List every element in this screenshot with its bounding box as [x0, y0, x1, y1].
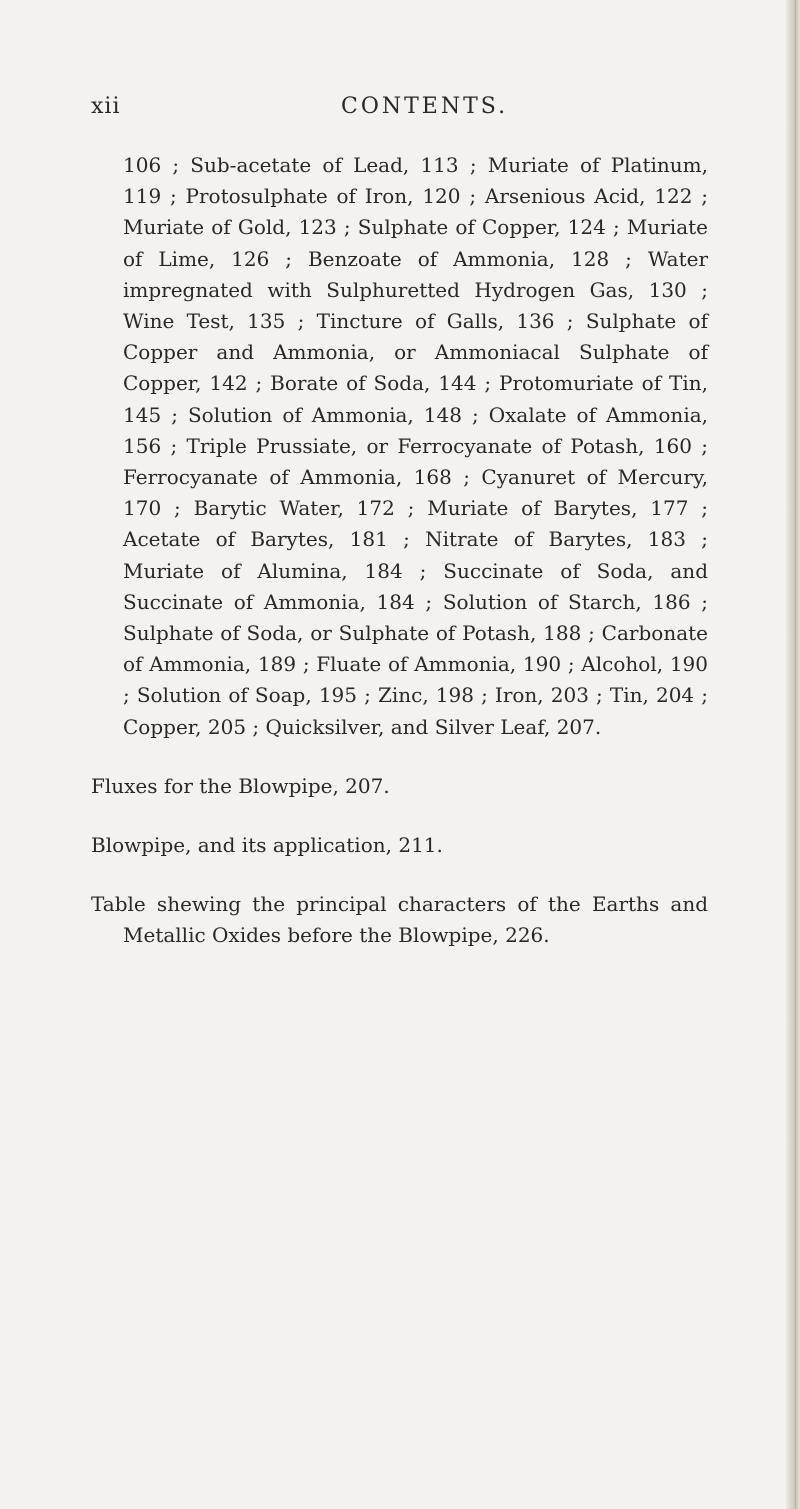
contents-entry-fluxes: Fluxes for the Blowpipe, 207.	[91, 773, 390, 798]
page-number: xii	[91, 94, 121, 119]
contents-entry-continued: 106 ; Sub-acetate of Lead, 113 ; Muriate of Platinum, 119 ; Protosulphate of Iron, 120 ; Arsenious Acid, 122 ; Muriate of Gold, 123 ; Sulphate of Copper, 124 ; Muriate of Lime, 126 ; Benzoate of Ammonia, 128 ; Water impregnated with Sulphuretted Hydrogen Gas, 130 ; Wine Test, 135 ; Tincture of Galls, 136 ; Sulphate of Copper and Ammonia, or Ammoniacal Sulphate of Copper, 142 ; Borate of Soda, 144 ; Protomuriate of Tin, 145 ; Solution of Ammonia, 148 ; Oxalate of Ammonia, 156 ; Triple Prussiate, or Ferrocyanate of Potash, 160 ; Ferrocyanate of Ammonia, 168 ; Cyanuret of Mercury, 170 ; Barytic Water, 172 ; Muriate of Barytes, 177 ; Acetate of Barytes, 181 ; Nitrate of Barytes, 183 ; Muriate of Alumina, 184 ; Succinate of Soda, and Succinate of Ammonia, 184 ; Solution of Starch, 186 ; Sulphate of Soda, or Sulphate of Potash, 188 ; Carbonate of Ammonia, 189 ; Fluate of Ammonia, 190 ; Alcohol, 190 ; Solution of Soap, 195 ; Zinc, 198 ; Iron, 203 ; Tin, 204 ; Copper, 205 ; Quicksilver, and Silver Leaf, 207.	[123, 153, 708, 739]
running-head: CONTENTS.	[341, 94, 509, 119]
contents-entry-blowpipe: Blowpipe, and its application, 211.	[91, 833, 443, 858]
contents-entry-table: Table shewing the principal characters of the Earths and Metallic Oxides before the Blowpipe, 226.	[91, 892, 708, 948]
page-edge	[786, 0, 800, 1509]
contents-body	[91, 150, 708, 952]
page-edge-line	[795, 0, 796, 1509]
page-header	[91, 94, 707, 130]
